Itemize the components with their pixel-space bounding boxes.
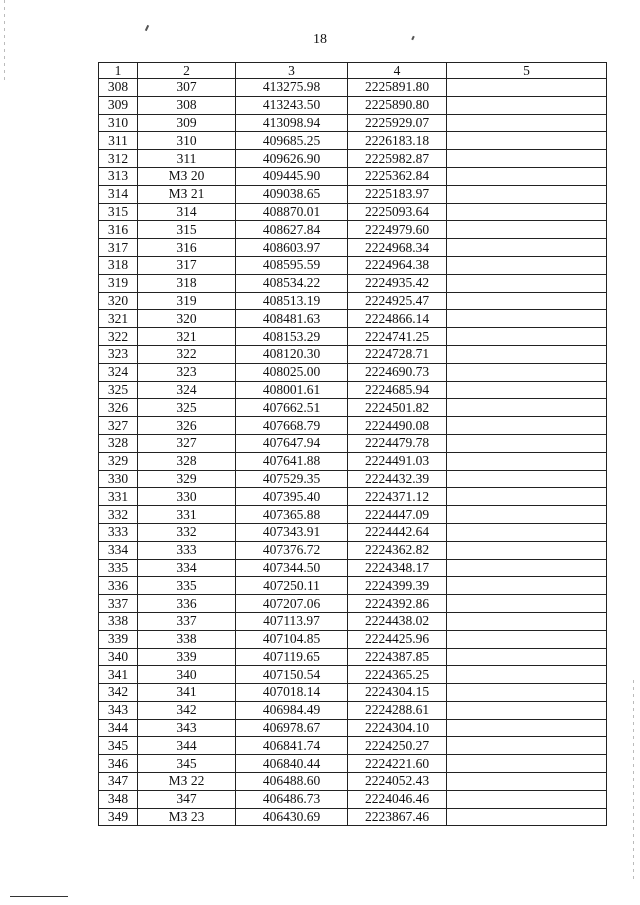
note-cell <box>447 559 607 577</box>
note-cell <box>447 399 607 417</box>
x-coordinate-cell: 407641.88 <box>236 452 348 470</box>
note-cell <box>447 345 607 363</box>
x-coordinate-cell: 406488.60 <box>236 773 348 791</box>
page-number: 18 <box>313 32 327 47</box>
point-id-cell: 342 <box>138 701 236 719</box>
x-coordinate-cell: 407647.94 <box>236 434 348 452</box>
note-cell <box>447 132 607 150</box>
row-number-cell: 344 <box>99 719 138 737</box>
row-number-cell: 347 <box>99 773 138 791</box>
table-row <box>99 737 607 755</box>
y-coordinate-cell: 2225929.07 <box>348 114 447 132</box>
x-coordinate-cell: 406978.67 <box>236 719 348 737</box>
table-row <box>99 399 607 417</box>
table-row <box>99 221 607 239</box>
table-row <box>99 452 607 470</box>
note-cell <box>447 434 607 452</box>
table-row <box>99 132 607 150</box>
row-number-cell: 311 <box>99 132 138 150</box>
y-coordinate-cell: 2224432.39 <box>348 470 447 488</box>
table-row <box>99 719 607 737</box>
point-id-cell: 317 <box>138 256 236 274</box>
y-coordinate-cell: 2224447.09 <box>348 506 447 524</box>
y-coordinate-cell: 2224438.02 <box>348 612 447 630</box>
y-coordinate-cell: 2225982.87 <box>348 150 447 168</box>
table-row <box>99 684 607 702</box>
x-coordinate-cell: 407207.06 <box>236 595 348 613</box>
y-coordinate-cell: 2224288.61 <box>348 701 447 719</box>
row-number-cell: 342 <box>99 684 138 702</box>
row-number-cell: 313 <box>99 167 138 185</box>
header-col-2: 2 <box>138 63 236 79</box>
x-coordinate-cell: 407150.54 <box>236 666 348 684</box>
row-number-cell: 312 <box>99 150 138 168</box>
table-body <box>99 79 607 826</box>
note-cell <box>447 612 607 630</box>
point-id-cell: 329 <box>138 470 236 488</box>
y-coordinate-cell: 2224392.86 <box>348 595 447 613</box>
point-id-cell: МЗ 20 <box>138 167 236 185</box>
table-row <box>99 363 607 381</box>
row-number-cell: 309 <box>99 96 138 114</box>
row-number-cell: 337 <box>99 595 138 613</box>
note-cell <box>447 256 607 274</box>
point-id-cell: 335 <box>138 577 236 595</box>
y-coordinate-cell: 2225183.97 <box>348 185 447 203</box>
table-row <box>99 559 607 577</box>
table-header-row <box>99 63 607 79</box>
y-coordinate-cell: 2224221.60 <box>348 755 447 773</box>
y-coordinate-cell: 2224304.15 <box>348 684 447 702</box>
table-row <box>99 577 607 595</box>
row-number-cell: 320 <box>99 292 138 310</box>
row-number-cell: 329 <box>99 452 138 470</box>
x-coordinate-cell: 407113.97 <box>236 612 348 630</box>
row-number-cell: 316 <box>99 221 138 239</box>
header-col-1: 1 <box>99 63 138 79</box>
x-coordinate-cell: 409445.90 <box>236 167 348 185</box>
x-coordinate-cell: 407365.88 <box>236 506 348 524</box>
table-row <box>99 96 607 114</box>
x-coordinate-cell: 407018.14 <box>236 684 348 702</box>
x-coordinate-cell: 408627.84 <box>236 221 348 239</box>
point-id-cell: 328 <box>138 452 236 470</box>
x-coordinate-cell: 408595.59 <box>236 256 348 274</box>
point-id-cell: 345 <box>138 755 236 773</box>
table-row <box>99 203 607 221</box>
x-coordinate-cell: 407344.50 <box>236 559 348 577</box>
point-id-cell: 323 <box>138 363 236 381</box>
x-coordinate-cell: 413243.50 <box>236 96 348 114</box>
row-number-cell: 326 <box>99 399 138 417</box>
note-cell <box>447 666 607 684</box>
point-id-cell: 344 <box>138 737 236 755</box>
y-coordinate-cell: 2224348.17 <box>348 559 447 577</box>
y-coordinate-cell: 2224979.60 <box>348 221 447 239</box>
note-cell <box>447 363 607 381</box>
y-coordinate-cell: 2224362.82 <box>348 541 447 559</box>
y-coordinate-cell: 2224371.12 <box>348 488 447 506</box>
table-row <box>99 381 607 399</box>
note-cell <box>447 701 607 719</box>
note-cell <box>447 417 607 435</box>
x-coordinate-cell: 413098.94 <box>236 114 348 132</box>
note-cell <box>447 328 607 346</box>
scan-edge-line <box>4 0 5 80</box>
x-coordinate-cell: 409685.25 <box>236 132 348 150</box>
y-coordinate-cell: 2224685.94 <box>348 381 447 399</box>
x-coordinate-cell: 407529.35 <box>236 470 348 488</box>
note-cell <box>447 239 607 257</box>
point-id-cell: 325 <box>138 399 236 417</box>
header-col-3: 3 <box>236 63 348 79</box>
note-cell <box>447 773 607 791</box>
table-row <box>99 595 607 613</box>
scan-edge-line <box>633 680 634 880</box>
x-coordinate-cell: 407662.51 <box>236 399 348 417</box>
y-coordinate-cell: 2224925.47 <box>348 292 447 310</box>
table-row <box>99 612 607 630</box>
y-coordinate-cell: 2224728.71 <box>348 345 447 363</box>
point-id-cell: 337 <box>138 612 236 630</box>
scan-mark <box>145 25 149 31</box>
x-coordinate-cell: 406841.74 <box>236 737 348 755</box>
note-cell <box>447 737 607 755</box>
point-id-cell: 315 <box>138 221 236 239</box>
table-row <box>99 701 607 719</box>
note-cell <box>447 150 607 168</box>
x-coordinate-cell: 408120.30 <box>236 345 348 363</box>
table-row <box>99 434 607 452</box>
x-coordinate-cell: 407395.40 <box>236 488 348 506</box>
x-coordinate-cell: 406984.49 <box>236 701 348 719</box>
point-id-cell: 330 <box>138 488 236 506</box>
note-cell <box>447 79 607 97</box>
table-row <box>99 755 607 773</box>
row-number-cell: 328 <box>99 434 138 452</box>
note-cell <box>447 114 607 132</box>
note-cell <box>447 221 607 239</box>
row-number-cell: 331 <box>99 488 138 506</box>
point-id-cell: 318 <box>138 274 236 292</box>
point-id-cell: 314 <box>138 203 236 221</box>
x-coordinate-cell: 413275.98 <box>236 79 348 97</box>
table-row <box>99 239 607 257</box>
row-number-cell: 325 <box>99 381 138 399</box>
y-coordinate-cell: 2225362.84 <box>348 167 447 185</box>
table-row <box>99 167 607 185</box>
row-number-cell: 335 <box>99 559 138 577</box>
point-id-cell: 332 <box>138 523 236 541</box>
y-coordinate-cell: 2224046.46 <box>348 790 447 808</box>
y-coordinate-cell: 2224690.73 <box>348 363 447 381</box>
table-row <box>99 185 607 203</box>
x-coordinate-cell: 408001.61 <box>236 381 348 399</box>
point-id-cell: 338 <box>138 630 236 648</box>
x-coordinate-cell: 406840.44 <box>236 755 348 773</box>
x-coordinate-cell: 406486.73 <box>236 790 348 808</box>
x-coordinate-cell: 407668.79 <box>236 417 348 435</box>
x-coordinate-cell: 407250.11 <box>236 577 348 595</box>
point-id-cell: МЗ 21 <box>138 185 236 203</box>
note-cell <box>447 452 607 470</box>
point-id-cell: 316 <box>138 239 236 257</box>
point-id-cell: 319 <box>138 292 236 310</box>
row-number-cell: 346 <box>99 755 138 773</box>
y-coordinate-cell: 2225890.80 <box>348 96 447 114</box>
table-row <box>99 630 607 648</box>
table-row <box>99 417 607 435</box>
coordinates-table <box>98 62 607 826</box>
x-coordinate-cell: 406430.69 <box>236 808 348 826</box>
point-id-cell: 307 <box>138 79 236 97</box>
y-coordinate-cell: 2224052.43 <box>348 773 447 791</box>
table-row <box>99 345 607 363</box>
table-row <box>99 328 607 346</box>
x-coordinate-cell: 408870.01 <box>236 203 348 221</box>
point-id-cell: МЗ 22 <box>138 773 236 791</box>
point-id-cell: 334 <box>138 559 236 577</box>
note-cell <box>447 790 607 808</box>
header-col-4: 4 <box>348 63 447 79</box>
y-coordinate-cell: 2224741.25 <box>348 328 447 346</box>
x-coordinate-cell: 408534.22 <box>236 274 348 292</box>
y-coordinate-cell: 2224501.82 <box>348 399 447 417</box>
table-row <box>99 808 607 826</box>
x-coordinate-cell: 409626.90 <box>236 150 348 168</box>
point-id-cell: 308 <box>138 96 236 114</box>
row-number-cell: 327 <box>99 417 138 435</box>
note-cell <box>447 310 607 328</box>
point-id-cell: 336 <box>138 595 236 613</box>
y-coordinate-cell: 2224935.42 <box>348 274 447 292</box>
point-id-cell: 310 <box>138 132 236 150</box>
table-row <box>99 150 607 168</box>
note-cell <box>447 523 607 541</box>
x-coordinate-cell: 407104.85 <box>236 630 348 648</box>
table-row <box>99 310 607 328</box>
row-number-cell: 336 <box>99 577 138 595</box>
note-cell <box>447 470 607 488</box>
row-number-cell: 333 <box>99 523 138 541</box>
row-number-cell: 308 <box>99 79 138 97</box>
y-coordinate-cell: 2223867.46 <box>348 808 447 826</box>
table-row <box>99 506 607 524</box>
note-cell <box>447 167 607 185</box>
point-id-cell: 322 <box>138 345 236 363</box>
row-number-cell: 324 <box>99 363 138 381</box>
row-number-cell: 332 <box>99 506 138 524</box>
point-id-cell: 333 <box>138 541 236 559</box>
row-number-cell: 323 <box>99 345 138 363</box>
note-cell <box>447 185 607 203</box>
note-cell <box>447 595 607 613</box>
y-coordinate-cell: 2224490.08 <box>348 417 447 435</box>
y-coordinate-cell: 2224442.64 <box>348 523 447 541</box>
note-cell <box>447 808 607 826</box>
point-id-cell: 343 <box>138 719 236 737</box>
table-row <box>99 470 607 488</box>
point-id-cell: МЗ 23 <box>138 808 236 826</box>
y-coordinate-cell: 2225891.80 <box>348 79 447 97</box>
note-cell <box>447 577 607 595</box>
x-coordinate-cell: 407343.91 <box>236 523 348 541</box>
table-row <box>99 648 607 666</box>
point-id-cell: 347 <box>138 790 236 808</box>
note-cell <box>447 488 607 506</box>
row-number-cell: 317 <box>99 239 138 257</box>
point-id-cell: 311 <box>138 150 236 168</box>
y-coordinate-cell: 2224866.14 <box>348 310 447 328</box>
y-coordinate-cell: 2224387.85 <box>348 648 447 666</box>
y-coordinate-cell: 2224250.27 <box>348 737 447 755</box>
note-cell <box>447 274 607 292</box>
x-coordinate-cell: 408153.29 <box>236 328 348 346</box>
note-cell <box>447 630 607 648</box>
note-cell <box>447 719 607 737</box>
note-cell <box>447 292 607 310</box>
table-row <box>99 773 607 791</box>
table-row <box>99 666 607 684</box>
table-row <box>99 256 607 274</box>
point-id-cell: 324 <box>138 381 236 399</box>
x-coordinate-cell: 409038.65 <box>236 185 348 203</box>
row-number-cell: 315 <box>99 203 138 221</box>
row-number-cell: 334 <box>99 541 138 559</box>
row-number-cell: 338 <box>99 612 138 630</box>
table-row <box>99 292 607 310</box>
row-number-cell: 322 <box>99 328 138 346</box>
note-cell <box>447 96 607 114</box>
table-row <box>99 114 607 132</box>
y-coordinate-cell: 2224968.34 <box>348 239 447 257</box>
table-row <box>99 541 607 559</box>
point-id-cell: 339 <box>138 648 236 666</box>
row-number-cell: 348 <box>99 790 138 808</box>
footer-line <box>10 896 68 897</box>
y-coordinate-cell: 2224491.03 <box>348 452 447 470</box>
row-number-cell: 321 <box>99 310 138 328</box>
row-number-cell: 341 <box>99 666 138 684</box>
note-cell <box>447 684 607 702</box>
row-number-cell: 330 <box>99 470 138 488</box>
header-col-5: 5 <box>447 63 607 79</box>
x-coordinate-cell: 408481.63 <box>236 310 348 328</box>
table-row <box>99 79 607 97</box>
y-coordinate-cell: 2224479.78 <box>348 434 447 452</box>
point-id-cell: 309 <box>138 114 236 132</box>
row-number-cell: 349 <box>99 808 138 826</box>
table-row <box>99 274 607 292</box>
y-coordinate-cell: 2224425.96 <box>348 630 447 648</box>
y-coordinate-cell: 2224964.38 <box>348 256 447 274</box>
row-number-cell: 340 <box>99 648 138 666</box>
point-id-cell: 340 <box>138 666 236 684</box>
y-coordinate-cell: 2224365.25 <box>348 666 447 684</box>
x-coordinate-cell: 407376.72 <box>236 541 348 559</box>
point-id-cell: 326 <box>138 417 236 435</box>
note-cell <box>447 648 607 666</box>
x-coordinate-cell: 407119.65 <box>236 648 348 666</box>
note-cell <box>447 203 607 221</box>
note-cell <box>447 541 607 559</box>
x-coordinate-cell: 408603.97 <box>236 239 348 257</box>
point-id-cell: 331 <box>138 506 236 524</box>
point-id-cell: 327 <box>138 434 236 452</box>
table-row <box>99 790 607 808</box>
note-cell <box>447 381 607 399</box>
x-coordinate-cell: 408025.00 <box>236 363 348 381</box>
row-number-cell: 318 <box>99 256 138 274</box>
note-cell <box>447 506 607 524</box>
note-cell <box>447 755 607 773</box>
row-number-cell: 319 <box>99 274 138 292</box>
y-coordinate-cell: 2224399.39 <box>348 577 447 595</box>
row-number-cell: 343 <box>99 701 138 719</box>
row-number-cell: 345 <box>99 737 138 755</box>
y-coordinate-cell: 2225093.64 <box>348 203 447 221</box>
table-row <box>99 488 607 506</box>
point-id-cell: 341 <box>138 684 236 702</box>
y-coordinate-cell: 2226183.18 <box>348 132 447 150</box>
row-number-cell: 310 <box>99 114 138 132</box>
row-number-cell: 339 <box>99 630 138 648</box>
point-id-cell: 320 <box>138 310 236 328</box>
x-coordinate-cell: 408513.19 <box>236 292 348 310</box>
point-id-cell: 321 <box>138 328 236 346</box>
table-row <box>99 523 607 541</box>
row-number-cell: 314 <box>99 185 138 203</box>
y-coordinate-cell: 2224304.10 <box>348 719 447 737</box>
